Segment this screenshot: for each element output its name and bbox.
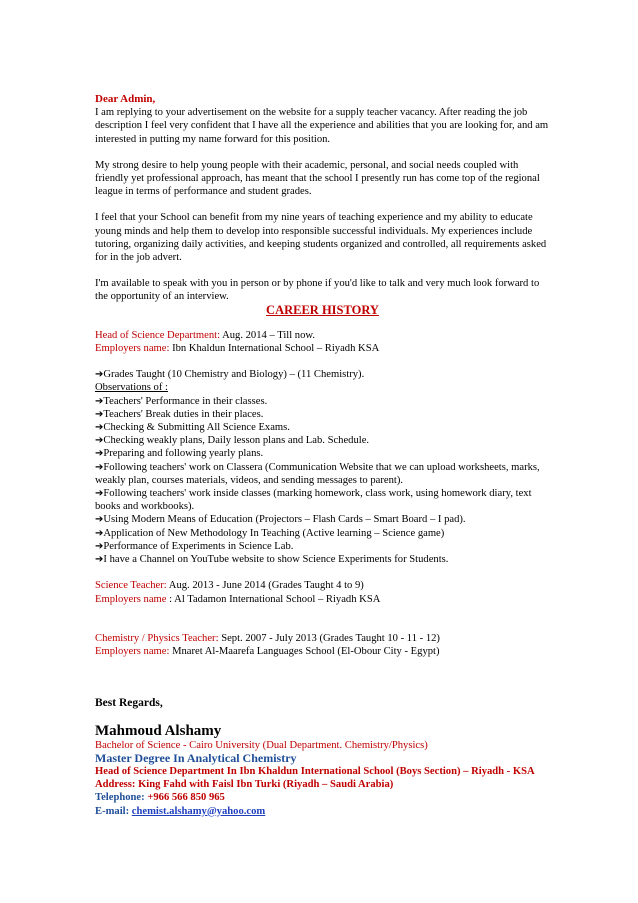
list-item: ➔I have a Channel on YouTube website to show Science Experiments for Students. [95, 554, 449, 566]
telephone: Telephone: +966 566 850 965 [95, 792, 225, 804]
right-arrow-icon: ➔ [95, 422, 104, 434]
list-item: ➔Teachers' Performance in their classes. [95, 395, 268, 407]
signer-name: Mahmoud Alshamy [95, 723, 222, 740]
observations-label: Observations of : [95, 382, 168, 394]
closing: Best Regards, [95, 697, 163, 710]
right-arrow-icon: ➔ [95, 395, 104, 407]
list-item: ➔Checking weakly plans, Daily lesson plans and Lab. Schedule. [95, 435, 370, 447]
paragraph-1: I am replying to your advertisement on the website for a supply teacher vacancy. After reading the job description I feel very confident that I have all the experience and abilities that you are looking for, and am interested in putting my name forward for this position. [95, 107, 549, 145]
master-degree: Master Degree In Analytical Chemistry [95, 750, 297, 765]
observations-list [95, 395, 550, 567]
right-arrow-icon: ➔ [95, 408, 104, 420]
greeting: Dear Admin, [95, 93, 156, 105]
job-1-employer: Employers name: Ibn Khaldun International School – Riyadh KSA [95, 343, 380, 355]
list-item: ➔Following teachers' work inside classes (marking homework, class work, using homework diary, text books and workbooks). [95, 488, 532, 513]
list-item: ➔Application of New Methodology In Teaching (Active learning – Science game) [95, 527, 445, 539]
grades-taught: ➔Grades Taught (10 Chemistry and Biology) – (11 Chemistry). [95, 369, 365, 381]
email: E-mail: chemist.alshamy@yahoo.com [95, 805, 266, 817]
right-arrow-icon: ➔ [95, 369, 104, 381]
paragraph-2: My strong desire to help young people with their academic, personal, and social needs coupled with friendly yet professional approach, has meant that the school I presently run has come top of the regional league in terms of performance and student grades. [95, 159, 540, 198]
list-item: ➔Following teachers' work on Classera (Communication Website that we can upload worksheets, marks, weakly plan, courses materials, videos, and sending messages to parent). [95, 461, 540, 486]
job-2-employer: Employers name : Al Tadamon International School – Riyadh KSA [95, 593, 381, 605]
current-position: Head of Science Department In Ibn Khaldun International School (Boys Section) – Riyadh - KSA [95, 765, 535, 777]
paragraph-4: I'm available to speak with you in person or by phone if you'd like to talk and very much look forward to the opportunity of an interview. [95, 278, 540, 303]
cover-letter [95, 93, 550, 818]
right-arrow-icon: ➔ [95, 554, 104, 566]
right-arrow-icon: ➔ [95, 488, 104, 500]
job-1-title: Head of Science Department: Aug. 2014 – Till now. [95, 329, 316, 341]
list-item: ➔Teachers' Break duties in their places. [95, 408, 264, 420]
address: Address: King Fahd with Faisl Ibn Turki (Riyadh – Saudi Arabia) [95, 779, 394, 791]
right-arrow-icon: ➔ [95, 435, 104, 447]
list-item: ➔Using Modern Means of Education (Projectors – Flash Cards – Smart Board – I pad). [95, 514, 466, 526]
job-3-title: Chemistry / Physics Teacher: Sept. 2007 - July 2013 (Grades Taught 10 - 11 - 12) [95, 632, 440, 644]
right-arrow-icon: ➔ [95, 527, 104, 539]
bachelor-degree: Bachelor of Science - Cairo University (Dual Department. Chemistry/Physics) [95, 739, 428, 751]
right-arrow-icon: ➔ [95, 461, 104, 473]
paragraph-3: I feel that your School can benefit from my nine years of teaching experience and my ability to educate young minds and help them to develop into responsible successful individuals. My experiences include tutoring, organizing daily activities, and keeping students organized and controlled, all requirements asked for in the job advert. [95, 212, 547, 264]
list-item: ➔Preparing and following yearly plans. [95, 448, 264, 460]
list-item: ➔Checking & Submitting All Science Exams. [95, 422, 290, 434]
job-2-title: Science Teacher: Aug. 2013 - June 2014 (Grades Taught 4 to 9) [95, 580, 364, 592]
email-link[interactable]: chemist.alshamy@yahoo.com [131, 805, 266, 817]
job-3-employer: Employers name: Mnaret Al-Maarefa Languages School (El-Obour City - Egypt) [95, 645, 440, 657]
right-arrow-icon: ➔ [95, 448, 104, 460]
right-arrow-icon: ➔ [95, 540, 104, 552]
list-item: ➔Performance of Experiments in Science Lab. [95, 540, 294, 552]
right-arrow-icon: ➔ [95, 514, 104, 526]
career-history-heading: CAREER HISTORY [266, 302, 379, 317]
